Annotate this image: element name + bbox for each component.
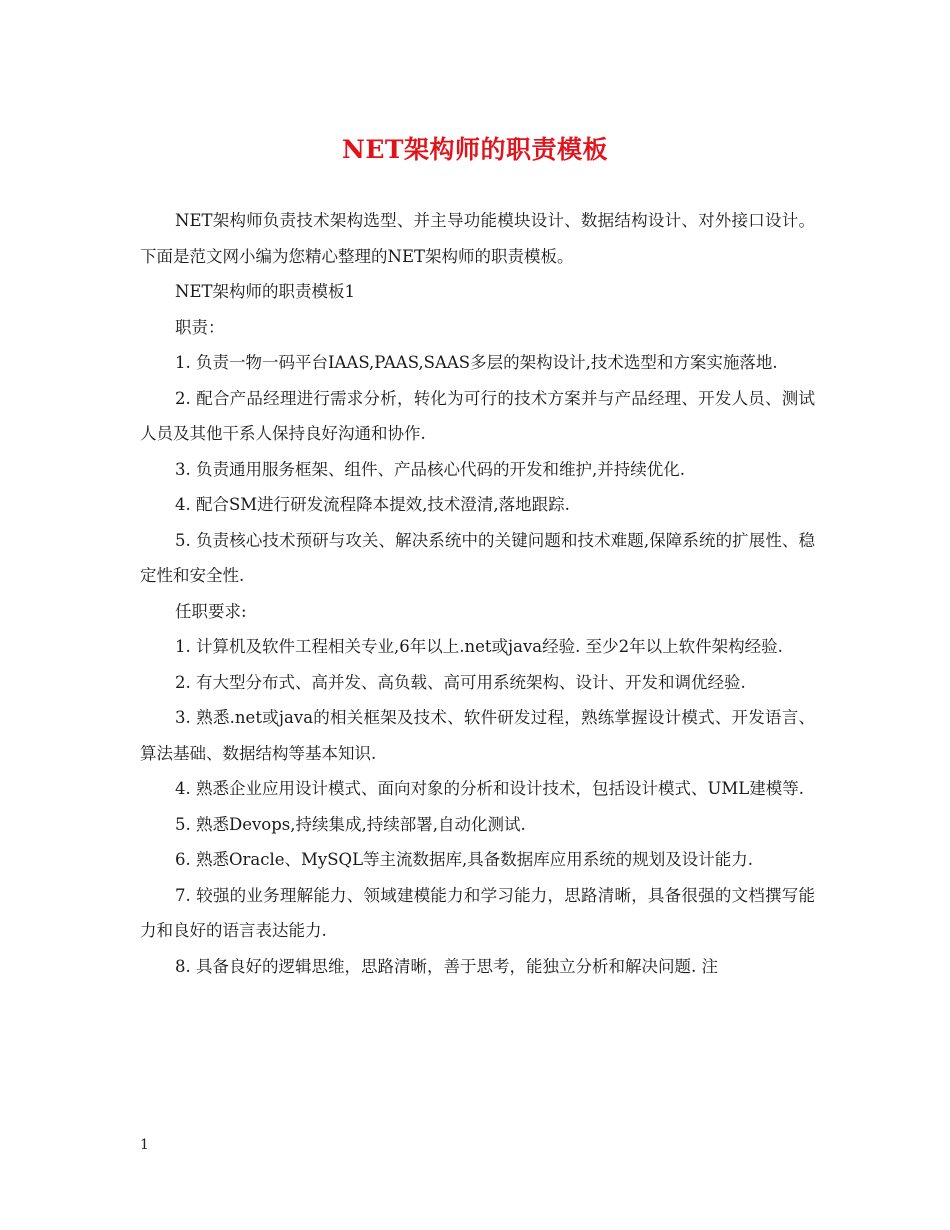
requirements-heading: 任职要求: xyxy=(175,601,247,621)
requirement-item: 8. 具备良好的逻辑思维，思路清晰，善于思考，能独立分析和解决问题. 注 xyxy=(175,956,718,976)
page-number: 1 xyxy=(140,1137,149,1153)
section-heading: NET架构师的职责模板1 xyxy=(175,282,355,301)
duties-heading: 职责： xyxy=(175,317,225,337)
duty-item: 3. 负责通用服务框架、组件、产品核心代码的开发和维护,并持续优化. xyxy=(175,459,685,479)
intro-paragraph: NET架构师负责技术架构选型、并主导功能模块设计、数据结构设计、对外接口设计。下面是范文网小编为您精心整理的NET架构师的职责模板。 xyxy=(140,211,815,266)
document-title: NET架构师的职责模板 xyxy=(341,135,608,164)
duty-item: 5. 负责核心技术预研与攻关、解决系统中的关键问题和技术难题,保障系统的扩展性、稳定性和安全性. xyxy=(140,530,815,585)
requirement-item: 3. 熟悉.net或java的相关框架及技术、软件研发过程，熟练掌握设计模式、开发语言、算法基础、数据结构等基本知识. xyxy=(140,708,815,763)
duty-item: 2. 配合产品经理进行需求分析，转化为可行的技术方案并与产品经理、开发人员、测试人员及其他干系人保持良好沟通和协作. xyxy=(140,388,815,443)
requirement-item: 6. 熟悉Oracle、MySQL等主流数据库,具备数据库应用系统的规划及设计能力. xyxy=(175,850,754,869)
requirement-item: 7. 较强的业务理解能力、领域建模能力和学习能力，思路清晰，具备很强的文档撰写能力和良好的语言表达能力. xyxy=(140,885,815,940)
requirement-item: 1. 计算机及软件工程相关专业,6年以上.net或java经验. 至少2年以上软件架构经验. xyxy=(175,637,783,656)
document-body xyxy=(140,203,815,984)
duty-item: 4. 配合SM进行研发流程降本提效,技术澄清,落地跟踪. xyxy=(175,495,570,514)
requirement-item: 5. 熟悉Devops,持续集成,持续部署,自动化测试. xyxy=(175,814,526,834)
requirement-item: 2. 有大型分布式、高并发、高负载、高可用系统架构、设计、开发和调优经验. xyxy=(175,672,746,692)
requirement-item: 4. 熟悉企业应用设计模式、面向对象的分析和设计技术，包括设计模式、UML建模等. xyxy=(175,779,804,798)
duty-item: 1. 负责一物一码平台IAAS,PAAS,SAAS多层的架构设计,技术选型和方案实施落地. xyxy=(175,353,778,372)
